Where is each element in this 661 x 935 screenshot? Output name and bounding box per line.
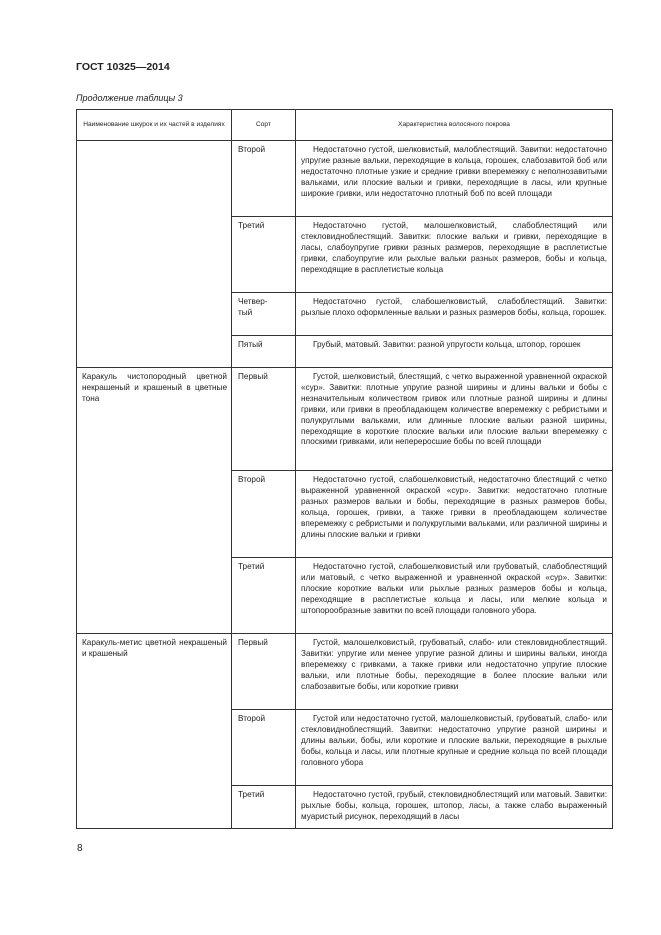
- grade-cell: Первый: [232, 634, 296, 710]
- description-cell: [296, 710, 613, 786]
- grade-cell: Третий: [232, 786, 296, 829]
- product-cell: Каракуль чистопородный цветной некрашеный и крашеный в цветные тона: [77, 368, 232, 634]
- grade-cell: Пятый: [232, 336, 296, 368]
- grade-cell: Третий: [232, 558, 296, 634]
- document-title: ГОСТ 10325—2014: [76, 61, 170, 73]
- description-cell: [296, 368, 613, 471]
- description-cell: [296, 634, 613, 710]
- table-row: [77, 368, 613, 471]
- description-cell: [296, 293, 613, 336]
- grade-cell: Третий: [232, 217, 296, 293]
- description-cell: [296, 558, 613, 634]
- description-text: Густой, шелковистый, блестящий, с четко выраженной уравненной окраской «сур». Завитки: плотные упругие разной ширины и длины вальки и бобы с незначительным количеством гривок или плотные разной ширины и длины гривки, или гривки в преобладающем количестве вперемежку с ребристыми и полукруглыми вальками, или длинные плоские вальки разной ширины, переходящие в короткие плоские вальки или плоские вальки вперемежку с плоскими гривками, или непереросшие бобы по всей площади: [301, 372, 607, 447]
- column-header-product: Наименование шкурок и их частей в изделиях: [77, 110, 232, 141]
- description-cell: [296, 141, 613, 217]
- description-text: Недостаточно густой, слабошелковистый, недостаточно блестящий с четко выраженной уравненной окраской «сур». Завитки: недостаточно плотные разных размеров вальки и бобы, переходящие в разных размеров бобы, кольца, горошек, гривки, а также гривки в преобладающем количестве вперемежку с ребристыми и полукруглыми вальками, или различной ширины и длины плоские вальки и гривки: [301, 475, 607, 539]
- description-cell: [296, 217, 613, 293]
- description-text: Густой или недостаточно густой, малошелковистый, грубоватый, слабо- или стекловиднoблестящий. Завитки: недостаточно упругие разной ширины и длины вальки, бобы, или короткие и плоские вальки, переходящие в рыхлые бобы, кольца и ласы, или плотные крупные и средние кольца по всей площади головного убора: [301, 714, 607, 767]
- table-caption: Продолжение таблицы 3: [76, 93, 183, 103]
- description-text: Недостаточно густой, малошелковистый, слабоблестящий или стекловиднoблестящий. Завитки: плоские вальки и гривки, переходящие в ласы, слабоупругие гривки разных размеров, переходящие в расплетистые гривки, слабоупругие или рыхлые вальки разных размеров, бобы и кольца, переходящие в расплетистые кольца: [301, 221, 607, 274]
- column-header-characteristic: Характеристика волосяного покрова: [296, 110, 613, 141]
- grade-label: Четвер- тый: [238, 297, 268, 317]
- characteristics-table: [76, 109, 613, 829]
- description-text: Недостаточно густой, слабошелковистый, слабоблестящий. Завитки: рызлые плохо оформленные вальки и разных размеров бобы, кольца, горошек.: [301, 297, 607, 317]
- grade-cell: Второй: [232, 710, 296, 786]
- description-text: Густой, малошелковистый, грубоватый, слабо- или стекловиднoблестящий. Завитки: упругие или менее упругие разной длины и ширины вальки, иногда вперемежку с гривками, а также гривки или недостаточно упругие плоские вальки, или плотные бобы, переходящие в более плоские вальки или слабозавитые бобы, или короткие гривки: [301, 638, 607, 691]
- grade-cell: [232, 293, 296, 336]
- table-header-row: [77, 110, 613, 141]
- description-text: Недостаточно густой, грубый, стекловиднoблестящий или матовый. Завитки: рыхлые бобы, кольца, горошек, штопор, ласы, а также слабо выраженный муаристый рисунок, переходящий в ласы: [301, 790, 607, 821]
- table-row: [77, 634, 613, 710]
- description-cell: [296, 336, 613, 368]
- product-cell: [77, 141, 232, 368]
- description-text: Грубый, матовый. Завитки: разной упругости кольца, штопор, горошек: [313, 340, 581, 349]
- description-cell: [296, 471, 613, 558]
- description-cell: [296, 786, 613, 829]
- grade-cell: Второй: [232, 471, 296, 558]
- page-number: 8: [77, 843, 83, 854]
- grade-cell: Второй: [232, 141, 296, 217]
- description-text: Недостаточно густой, шелковистый, малоблестящий. Завитки: недостаточно упругие разные вальки, переходящие в кольца, горошек, слабозавитой боб или недостаточно плотные узкие и средние гривки вперемежку с неполнозавитыми вальками, или плоские вальки и гривки, переходящие в ласы, или крупные широкие гривки, или недостаточно плотный боб по всей площади: [301, 145, 607, 198]
- description-text: Недостаточно густой, слабошелковистый или грубоватый, слабоблестящий или матовый, с четко выраженной и уравненной окраской «сур». Завитки: плоские короткие вальки или рыхлые разных размеров бобы и кольца, переходящие в расплетистые кольца и ласы, или мелкие кольца и штопорообразные завитки по всей площади головного убора.: [301, 562, 607, 615]
- table-row: [77, 141, 613, 217]
- column-header-grade: Сорт: [232, 110, 296, 141]
- product-cell: Каракуль-метис цветной некрашеный и крашеный: [77, 634, 232, 829]
- grade-cell: Первый: [232, 368, 296, 471]
